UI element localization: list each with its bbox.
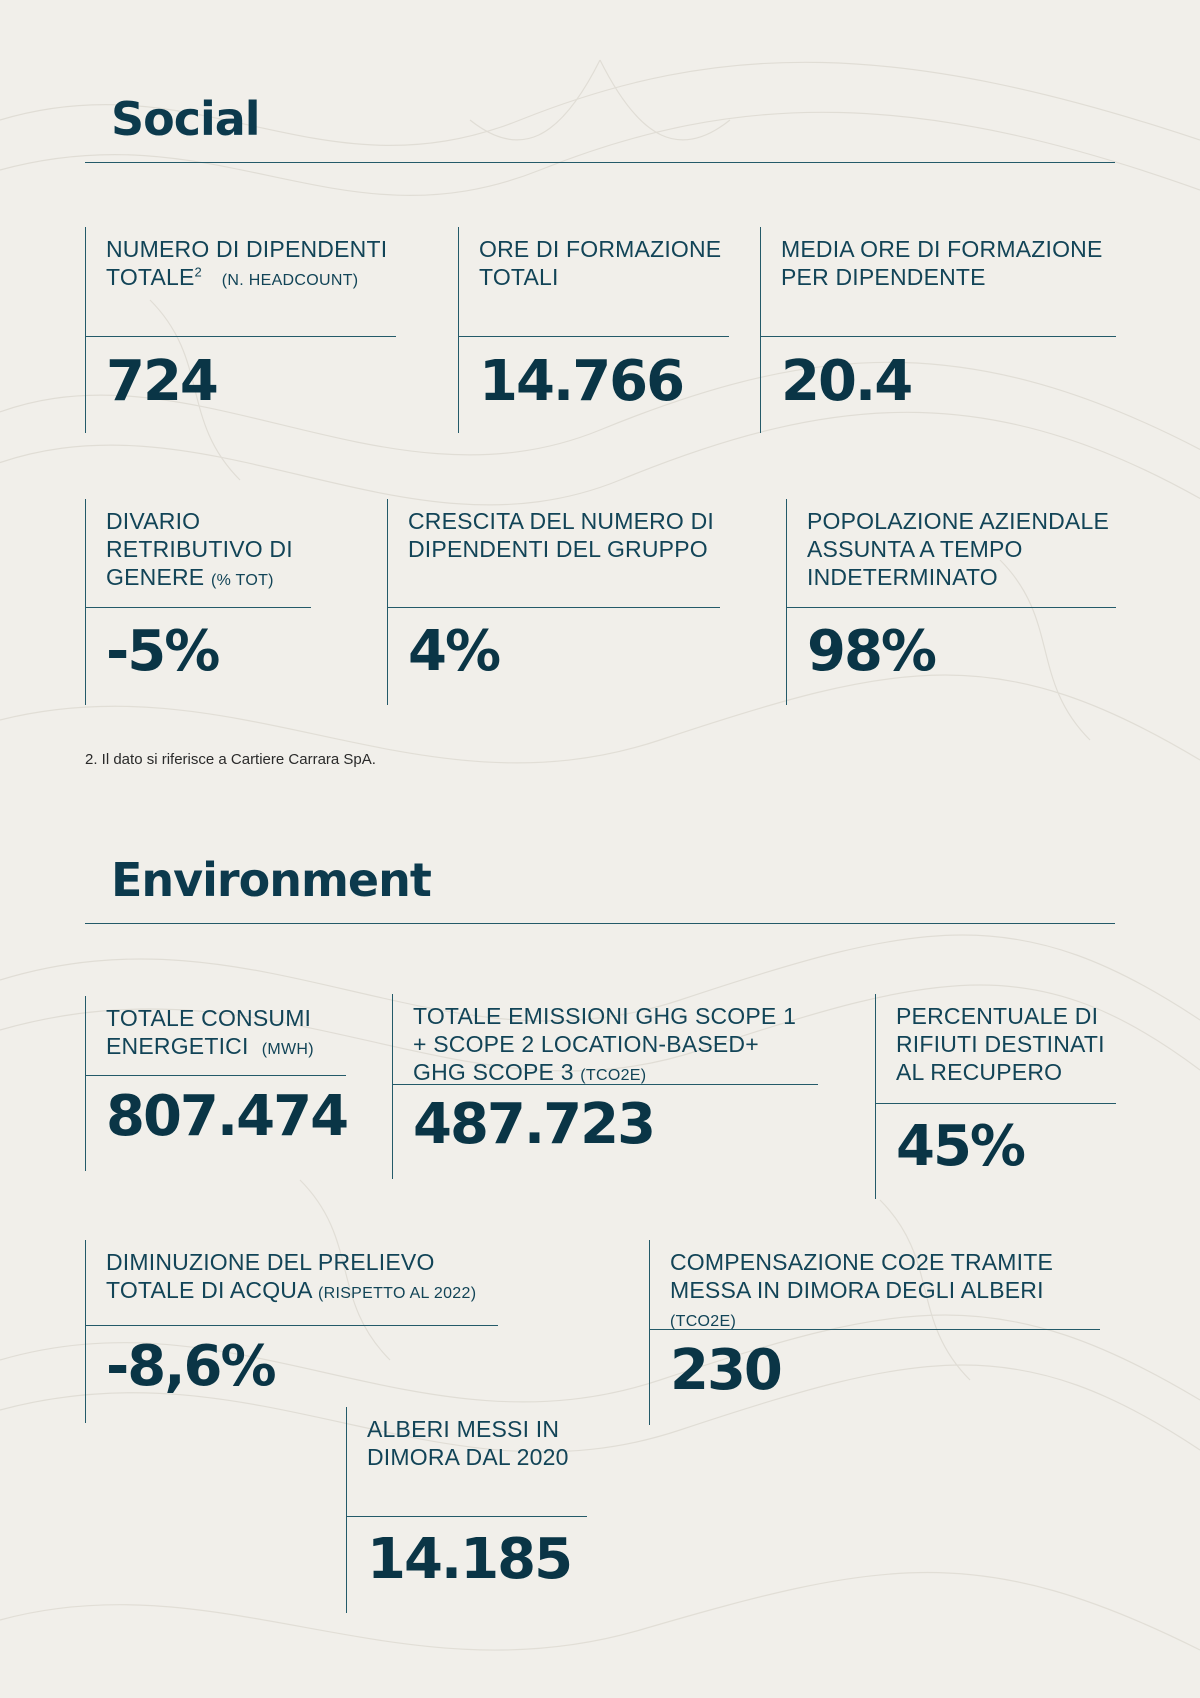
kpi-label-text: DIMINUZIONE DEL PRELIEVO TOTALE DI ACQUA — [106, 1249, 435, 1303]
kpi-value: -5% — [106, 619, 219, 684]
kpi-label — [106, 507, 305, 595]
kpi-divario-retributivo — [85, 499, 311, 705]
kpi-rule — [787, 607, 1116, 608]
kpi-unit: (N. HEADCOUNT) — [221, 272, 359, 289]
kpi-label-text: CRESCITA DEL NUMERO DI DIPENDENTI DEL GRUPPO — [408, 508, 714, 562]
kpi-rule — [86, 1325, 498, 1326]
kpi-label-text: NUMERO DI DIPENDENTI TOTALE — [106, 236, 388, 290]
kpi-popolazione-indeterminato — [786, 499, 1116, 705]
kpi-alberi-dimora — [346, 1407, 587, 1613]
kpi-label — [896, 1002, 1110, 1086]
kpi-label-text: DIVARIO RETRIBUTIVO DI GENERE — [106, 508, 293, 590]
kpi-label-text: POPOLAZIONE AZIENDALE ASSUNTA A TEMPO INDETERMINATO — [807, 508, 1110, 590]
kpi-value: 14.185 — [367, 1527, 572, 1592]
kpi-compensazione-co2 — [649, 1240, 1100, 1425]
kpi-value: -8,6% — [106, 1334, 275, 1399]
kpi-label-text: ALBERI MESSI IN DIMORA DAL 2020 — [367, 1416, 569, 1470]
kpi-label — [807, 507, 1110, 591]
kpi-label-text: TOTALE EMISSIONI GHG SCOPE 1 + SCOPE 2 LOCATION-BASED+ GHG SCOPE 3 — [413, 1003, 797, 1085]
kpi-value: 230 — [670, 1338, 781, 1403]
kpi-rule — [388, 607, 720, 608]
footnote-ref: 2 — [194, 264, 202, 280]
kpi-numero-dipendenti — [85, 227, 396, 433]
kpi-label-text: MEDIA ORE DI FORMAZIONE PER DIPENDENTE — [781, 236, 1103, 290]
environment-section-rule — [85, 923, 1115, 924]
kpi-rule — [876, 1103, 1116, 1104]
kpi-consumi-energetici — [85, 996, 346, 1171]
kpi-label — [413, 1002, 812, 1090]
kpi-value: 20.4 — [781, 349, 912, 414]
social-section-rule — [85, 162, 1115, 163]
kpi-unit: (TCO2E) — [670, 1313, 737, 1330]
kpi-unit: (MWH) — [261, 1041, 314, 1058]
kpi-value: 724 — [106, 349, 217, 414]
kpi-label — [106, 1004, 340, 1064]
kpi-rule — [86, 607, 311, 608]
kpi-rule — [459, 336, 729, 337]
kpi-label-text: TOTALE CONSUMI ENERGETICI — [106, 1005, 312, 1059]
kpi-label — [408, 507, 714, 563]
kpi-rifiuti-recupero — [875, 994, 1116, 1199]
kpi-rule — [86, 336, 396, 337]
kpi-rule — [347, 1516, 587, 1517]
kpi-value: 45% — [896, 1114, 1025, 1179]
kpi-unit: (TCO2E) — [580, 1067, 647, 1084]
kpi-label — [479, 235, 723, 291]
kpi-rule — [86, 1075, 346, 1076]
kpi-label — [106, 1248, 492, 1308]
social-section-title: Social — [111, 92, 260, 146]
kpi-ore-formazione — [458, 227, 729, 433]
kpi-label-text: ORE DI FORMAZIONE TOTALI — [479, 236, 722, 290]
kpi-value: 807.474 — [106, 1084, 348, 1149]
kpi-value: 14.766 — [479, 349, 684, 414]
footnote: 2. Il dato si riferisce a Cartiere Carrara SpA. — [85, 751, 376, 768]
kpi-value: 487.723 — [413, 1092, 655, 1157]
kpi-rule — [761, 336, 1116, 337]
kpi-rule — [393, 1084, 818, 1085]
kpi-label-text: PERCENTUALE DI RIFIUTI DESTINATI AL RECUPERO — [896, 1003, 1105, 1085]
kpi-crescita-dipendenti — [387, 499, 720, 705]
kpi-unit: (RISPETTO AL 2022) — [317, 1285, 477, 1302]
kpi-prelievo-acqua — [85, 1240, 498, 1423]
kpi-label — [781, 235, 1110, 291]
kpi-emissioni-ghg — [392, 994, 818, 1179]
kpi-media-ore-formazione — [760, 227, 1116, 433]
kpi-value: 4% — [408, 619, 500, 684]
environment-section-title: Environment — [111, 853, 431, 907]
kpi-value: 98% — [807, 619, 936, 684]
kpi-unit: (% TOT) — [210, 572, 274, 589]
kpi-label-text: COMPENSAZIONE CO2E TRAMITE MESSA IN DIMORA DEGLI ALBERI — [670, 1249, 1054, 1303]
kpi-rule — [650, 1329, 1100, 1330]
kpi-label — [106, 235, 390, 295]
kpi-label — [670, 1248, 1094, 1336]
kpi-label — [367, 1415, 581, 1471]
